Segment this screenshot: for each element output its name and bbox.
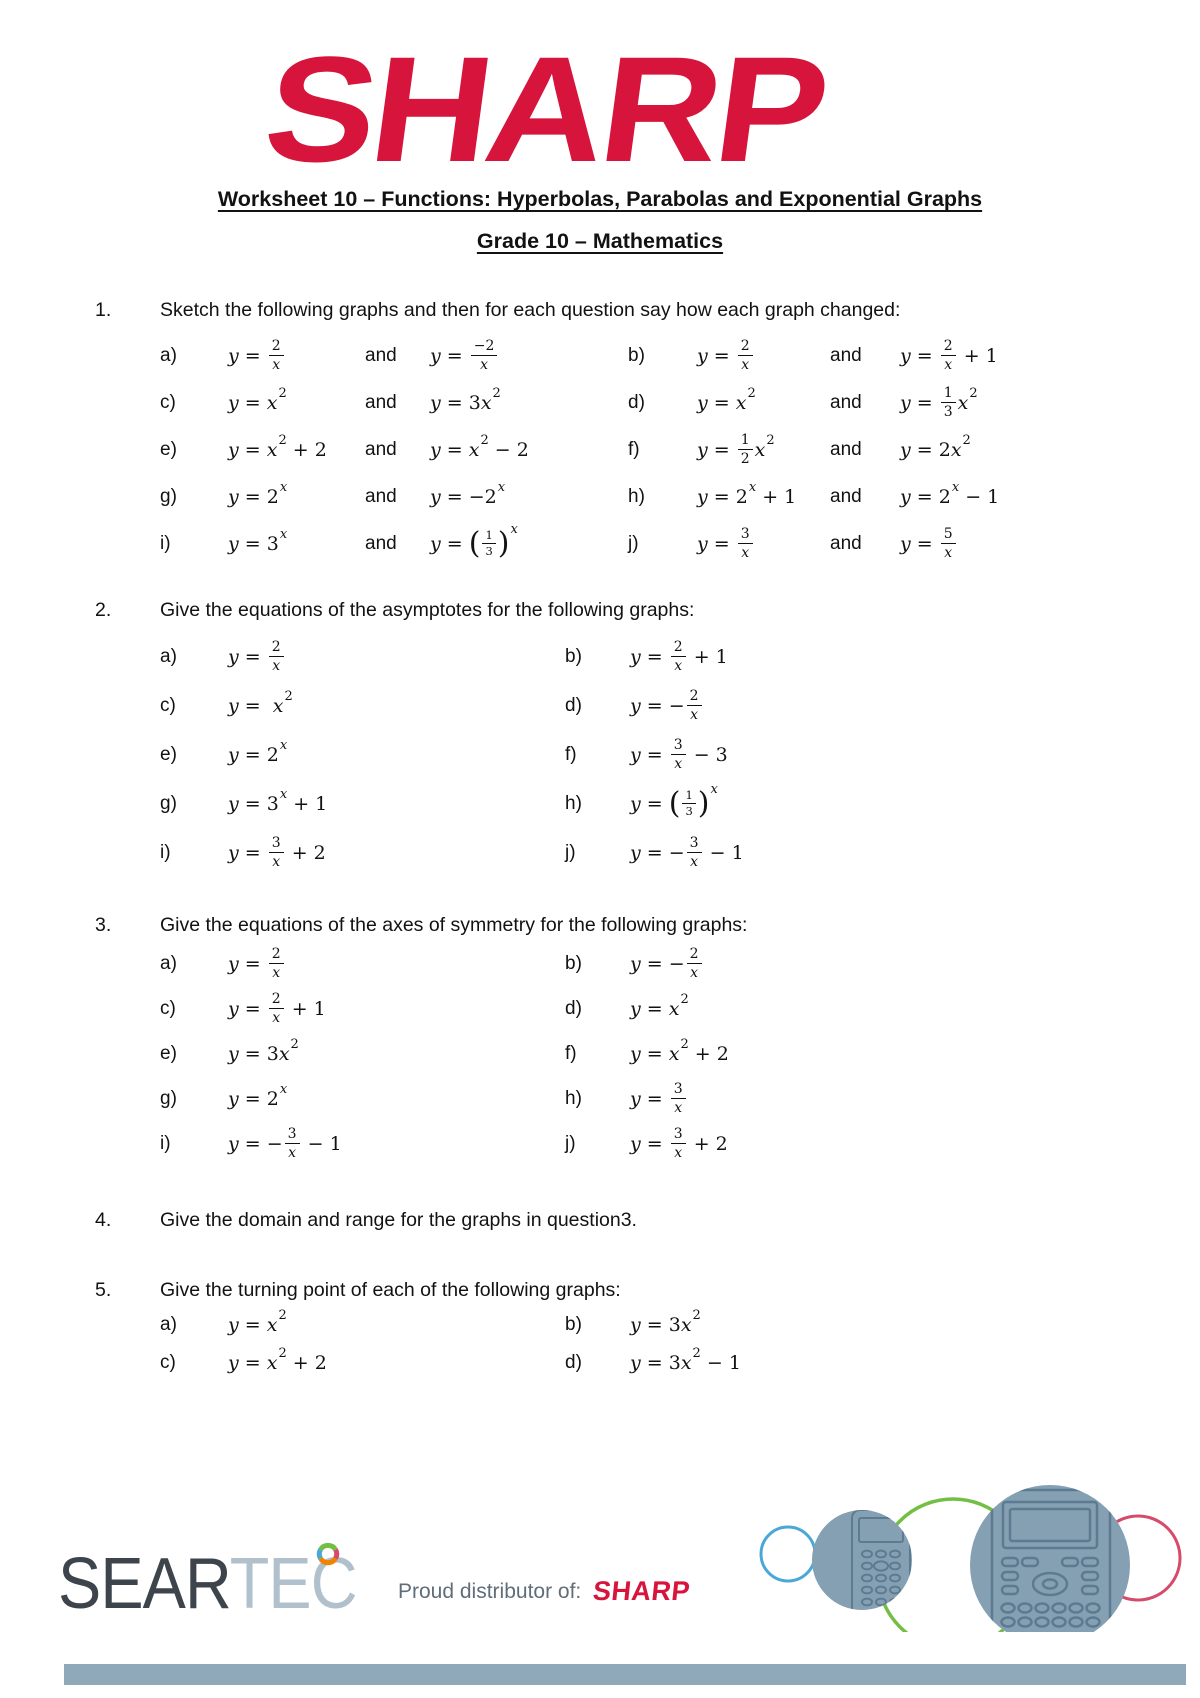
equation: y = x 2 + 2 xyxy=(228,1346,327,1374)
equation: y = $\frac{3}{x}$ + 2 xyxy=(630,1126,728,1161)
equation: y = 3 x 2 xyxy=(430,385,501,414)
item-label: c) xyxy=(160,391,176,413)
equation: y = x 2 xyxy=(697,385,756,414)
equation: y = 3 x xyxy=(228,526,288,555)
item-label: d) xyxy=(565,997,582,1019)
question-text: Give the equations of the asymptotes for the following graphs: xyxy=(160,599,695,621)
equation-row xyxy=(160,632,1150,681)
question-text: Sketch the following graphs and then for each question say how each graph changed: xyxy=(160,299,901,321)
item-label: g) xyxy=(160,1087,177,1109)
item-label: j) xyxy=(628,532,639,554)
and-label: and xyxy=(365,344,397,366)
item-label: e) xyxy=(160,743,177,765)
question-5-heading xyxy=(95,1278,1150,1302)
distributor-brand-sharp: SHARP xyxy=(591,1576,692,1606)
question-text: Give the equations of the axes of symmetry for the following graphs: xyxy=(160,914,748,936)
item-label: a) xyxy=(160,1314,177,1335)
item-label: f) xyxy=(565,743,577,765)
item-label: h) xyxy=(565,1087,582,1109)
equation-row xyxy=(160,473,1150,520)
question-1-heading xyxy=(95,298,1150,322)
item-label: a) xyxy=(160,952,177,974)
worksheet-subtitle: Grade 10 – Mathematics xyxy=(476,229,724,253)
and-label: and xyxy=(365,532,397,554)
question-1 xyxy=(95,298,1150,567)
seartec-logo-dark-text: SEAR xyxy=(58,1544,230,1624)
equation-row xyxy=(160,426,1150,473)
equation: y = ( $\frac{1}{3}$ ) x xyxy=(630,782,718,821)
seartec-logo xyxy=(58,1544,357,1624)
equation: y = 3 x 2 xyxy=(228,1036,299,1065)
item-label: h) xyxy=(565,792,582,814)
seartec-mark-icon xyxy=(316,1542,340,1566)
item-label: d) xyxy=(565,694,582,716)
large-calculator-circle-icon xyxy=(970,1485,1130,1632)
question-2 xyxy=(95,598,1150,877)
equation: y = x 2 xyxy=(228,1308,287,1336)
distributor-text: Proud distributor of: xyxy=(398,1579,582,1603)
equation-row xyxy=(160,520,1150,567)
item-label: e) xyxy=(160,438,177,460)
question-number: 1. xyxy=(95,299,112,321)
question-5-rows xyxy=(160,1306,1150,1382)
and-label: and xyxy=(365,391,397,413)
distributor-line xyxy=(398,1576,690,1607)
equation: y = x 2 xyxy=(228,688,293,717)
equation: y = 2 x + 1 xyxy=(697,479,797,508)
item-label: d) xyxy=(565,1352,582,1373)
and-label: and xyxy=(830,485,862,507)
footer-bar xyxy=(64,1664,1186,1685)
equation-row xyxy=(160,730,1150,779)
question-2-rows xyxy=(160,632,1150,877)
question-3-rows xyxy=(160,941,1150,1166)
equation: y = $\frac{3}{x}$ + 2 xyxy=(228,835,326,870)
equation: y = 2 x 2 xyxy=(900,432,971,461)
equation-row xyxy=(160,1031,1150,1076)
sharp-logo-text: SHARP xyxy=(255,25,835,193)
question-1-rows xyxy=(160,332,1150,567)
question-3 xyxy=(95,913,1150,1166)
equation: y = $\frac{3}{x}$ − 3 xyxy=(630,737,728,772)
equation-row xyxy=(160,828,1150,877)
item-label: d) xyxy=(628,391,645,413)
item-label: g) xyxy=(160,485,177,507)
equation: y = 3 x 2 xyxy=(630,1308,701,1336)
item-label: e) xyxy=(160,1042,177,1064)
question-number: 2. xyxy=(95,599,112,621)
equation-row xyxy=(160,941,1150,986)
small-calculator-circle-icon xyxy=(812,1510,912,1610)
question-number: 4. xyxy=(95,1209,112,1231)
equation-row xyxy=(160,779,1150,828)
item-label: b) xyxy=(565,952,582,974)
and-label: and xyxy=(830,532,862,554)
item-label: f) xyxy=(628,438,640,460)
question-number: 5. xyxy=(95,1279,112,1301)
equation: y = 2 x xyxy=(228,1081,288,1110)
blue-ring-icon xyxy=(761,1527,815,1581)
equation: y = $\frac{3}{x}$ xyxy=(630,1082,1150,1115)
item-label: b) xyxy=(565,1314,582,1335)
equation-row xyxy=(160,379,1150,426)
item-label: b) xyxy=(628,344,645,366)
equation: y = $\frac{2}{x}$ xyxy=(228,339,365,372)
question-4-heading xyxy=(95,1208,1150,1232)
equation: y = $\frac{2}{x}$ xyxy=(228,640,565,673)
item-label: i) xyxy=(160,841,171,863)
calculator-circles-graphic xyxy=(740,1382,1200,1632)
item-label: f) xyxy=(565,1042,577,1064)
equation: y = x 2 xyxy=(228,385,287,414)
question-text: Give the turning point of each of the following graphs: xyxy=(160,1279,621,1301)
item-label: j) xyxy=(565,1132,576,1154)
question-3-heading xyxy=(95,913,1150,937)
question-5 xyxy=(95,1278,1150,1382)
equation: y = $\frac{2}{x}$ xyxy=(228,947,565,980)
equation: y = $\frac{-2}{x}$ xyxy=(430,339,628,372)
equation-row xyxy=(160,332,1150,379)
item-label: i) xyxy=(160,532,171,554)
item-label: j) xyxy=(565,841,576,863)
and-label: and xyxy=(365,438,397,460)
seartec-logo-light-text: TEC xyxy=(229,1544,357,1624)
item-label: g) xyxy=(160,792,177,814)
equation-row xyxy=(160,681,1150,730)
equation: y = − $\frac{3}{x}$ − 1 xyxy=(228,1126,342,1161)
equation: y = x 2 xyxy=(630,991,689,1020)
equation: y = $\frac{1}{2}$ x 2 xyxy=(697,432,775,467)
item-label: b) xyxy=(565,645,582,667)
item-label: c) xyxy=(160,997,176,1019)
question-4 xyxy=(95,1208,1150,1232)
equation: y = − 2 x xyxy=(430,479,506,508)
equation: y = $\frac{2}{x}$ + 1 xyxy=(630,639,728,674)
equation: y = 3 x 2 − 1 xyxy=(630,1346,741,1374)
equation: y = $\frac{2}{x}$ + 1 xyxy=(228,991,326,1026)
equation: y = $\frac{3}{x}$ xyxy=(697,527,830,560)
worksheet-title: Worksheet 10 – Functions: Hyperbolas, Parabolas and Exponential Graphs xyxy=(217,187,983,211)
and-label: and xyxy=(830,344,862,366)
equation: y = 3 x + 1 xyxy=(228,786,328,815)
equation: y = − $\frac{2}{x}$ xyxy=(630,689,1150,722)
equation: y = 2 x − 1 xyxy=(900,479,1000,508)
equation-row xyxy=(160,1121,1150,1166)
equation: y = $\frac{1}{3}$ x 2 xyxy=(900,385,978,420)
item-label: a) xyxy=(160,344,177,366)
item-label: c) xyxy=(160,694,176,716)
and-label: and xyxy=(830,438,862,460)
and-label: and xyxy=(830,391,862,413)
item-label: h) xyxy=(628,485,645,507)
equation-row xyxy=(160,1344,1150,1382)
equation: y = x 2 + 2 xyxy=(228,432,327,461)
item-label: i) xyxy=(160,1132,171,1154)
question-number: 3. xyxy=(95,914,112,936)
item-label: a) xyxy=(160,645,177,667)
equation: y = ( $\frac{1}{3}$ ) x xyxy=(430,522,518,561)
and-label: and xyxy=(365,485,397,507)
question-text: Give the domain and range for the graphs in question3. xyxy=(160,1209,637,1231)
equation-row xyxy=(160,986,1150,1031)
equation: y = $\frac{2}{x}$ xyxy=(697,339,830,372)
question-2-heading xyxy=(95,598,1150,622)
equation-row xyxy=(160,1306,1150,1344)
equation: y = − $\frac{3}{x}$ − 1 xyxy=(630,835,744,870)
equation: y = x 2 − 2 xyxy=(430,432,529,461)
equation: y = $\frac{2}{x}$ + 1 xyxy=(900,338,998,373)
equation: y = $\frac{5}{x}$ xyxy=(900,527,1150,560)
item-label: c) xyxy=(160,1352,176,1373)
sharp-logo xyxy=(255,25,835,193)
equation: y = x 2 + 2 xyxy=(630,1036,729,1065)
equation: y = − $\frac{2}{x}$ xyxy=(630,947,1150,980)
equation-row xyxy=(160,1076,1150,1121)
equation: y = 2 x xyxy=(228,737,288,766)
equation: y = 2 x xyxy=(228,479,288,508)
